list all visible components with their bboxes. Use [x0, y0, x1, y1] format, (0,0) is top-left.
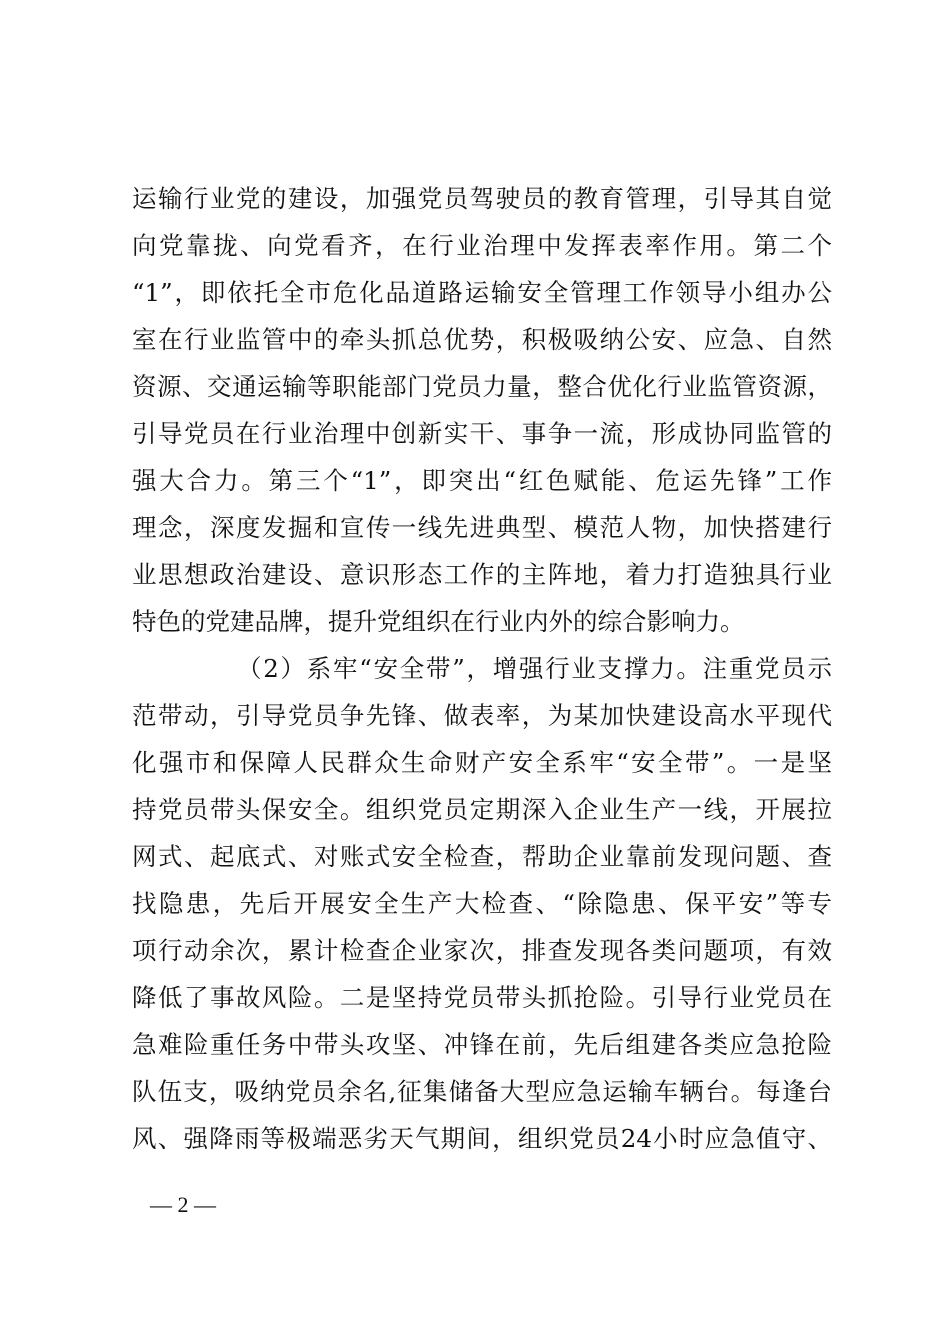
- text-line: 资源、交通运输等职能部门党员力量，整合优化行业监管资源，: [132, 372, 832, 401]
- text-line: 持党员带头保安全。组织党员定期深入企业生产一线，开展拉: [132, 795, 832, 824]
- page-number: — 2 —: [150, 1192, 216, 1217]
- text-line: 降低了事故风险。二是坚持党员带头抓抢险。引导行业党员在: [132, 983, 832, 1012]
- text-line: 引导党员在行业治理中创新实干、事争一流，形成协同监管的: [132, 419, 832, 448]
- text-line: 急难险重任务中带头攻坚、冲锋在前，先后组建各类应急抢险: [132, 1030, 832, 1059]
- paragraph-2: [132, 645, 832, 1162]
- body-text: [132, 175, 832, 1162]
- text-line: 项行动余次，累计检查企业家次，排查发现各类问题项，有效: [132, 936, 832, 965]
- text-line: 网式、起底式、对账式安全检查，帮助企业靠前发现问题、查: [132, 842, 832, 871]
- text-line: 队伍支，吸纳党员余名,征集储备大型应急运输车辆台。每逢台: [132, 1077, 832, 1106]
- text-line: 室在行业监管中的牵头抓总优势，积极吸纳公安、应急、自然: [132, 325, 832, 354]
- text-line: 理念，深度发掘和宣传一线先进典型、模范人物，加快搭建行: [132, 513, 832, 542]
- text-line: “1”，即依托全市危化品道路运输安全管理工作领导小组办公: [132, 278, 832, 307]
- text-line: 找隐患，先后开展安全生产大检查、“除隐患、保平安”等专: [132, 889, 832, 918]
- text-line: 风、强降雨等极端恶劣天气期间，组织党员24小时应急值守、: [132, 1124, 832, 1153]
- paragraph-1: [132, 175, 832, 645]
- text-line: 特色的党建品牌，提升党组织在行业内外的综合影响力。: [132, 607, 745, 636]
- text-line: 业思想政治建设、意识形态工作的主阵地，着力打造独具行业: [132, 560, 832, 589]
- text-line: 强大合力。第三个“1”，即突出“红色赋能、危运先锋”工作: [132, 466, 832, 495]
- text-line: 化强市和保障人民群众生命财产安全系牢“安全带”。一是坚: [132, 748, 832, 777]
- text-line: 运输行业党的建设，加强党员驾驶员的教育管理，引导其自觉: [132, 184, 832, 213]
- text-line: 向党靠拢、向党看齐，在行业治理中发挥表率作用。第二个: [132, 231, 832, 260]
- text-line: 范带动，引导党员争先锋、做表率，为某加快建设高水平现代: [132, 701, 832, 730]
- text-line: （2）系牢“安全带”，增强行业支撑力。注重党员示: [237, 654, 832, 683]
